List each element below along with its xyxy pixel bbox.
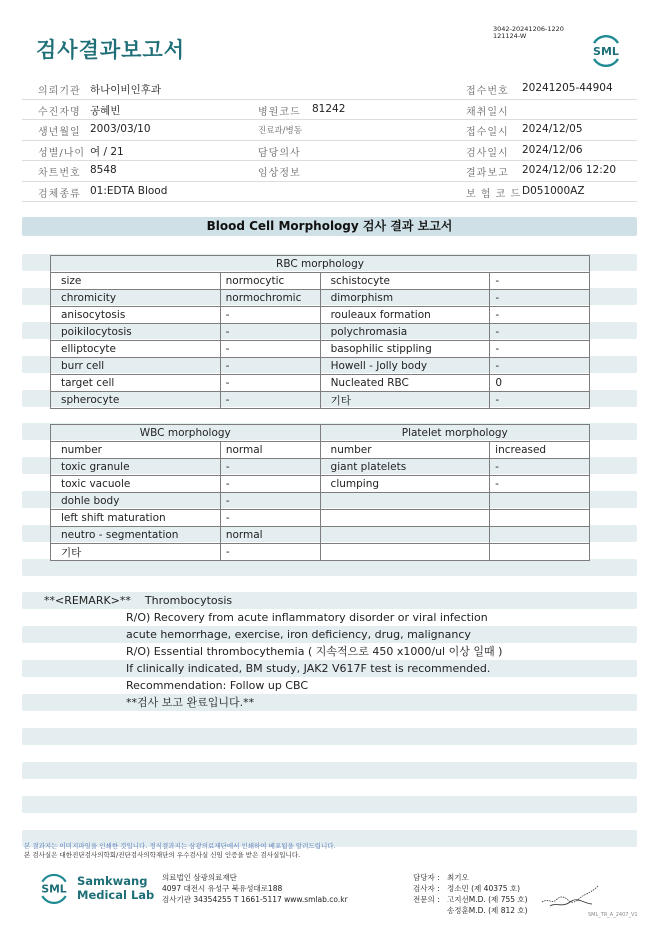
item-value: 0 <box>490 375 590 392</box>
table-row <box>51 341 590 358</box>
item-name: number <box>320 442 490 459</box>
sml-logo-text: SML <box>593 45 619 58</box>
item-value <box>490 544 590 561</box>
info-label-l3: 결과보고 <box>466 168 509 179</box>
report-title-band: Blood Cell Morphology 검사 결과 보고서 <box>22 217 637 236</box>
wbc-header: WBC morphology <box>51 425 321 442</box>
item-value: - <box>490 459 590 476</box>
item-name <box>320 527 490 544</box>
table-row <box>51 459 590 476</box>
document-code-line2: 121124-W <box>493 32 527 40</box>
table-row <box>51 510 590 527</box>
brand-name-line1: Samkwang <box>77 874 148 888</box>
item-name: size <box>51 273 221 290</box>
row-stripe <box>22 796 637 813</box>
item-name: target cell <box>51 375 221 392</box>
item-name <box>320 544 490 561</box>
item-value: normochromic <box>220 290 320 307</box>
item-value: - <box>490 476 590 493</box>
staff-name: 고지선M.D. (제 755 호) <box>447 895 528 904</box>
info-label-l1: 의뢰기관 <box>38 86 81 97</box>
info-value-v3: 20241205-44904 <box>522 82 613 94</box>
table-row <box>51 392 590 409</box>
table-row <box>51 442 590 459</box>
info-value-v1: 01:EDTA Blood <box>90 184 168 197</box>
info-label-l2: 임상정보 <box>258 168 301 179</box>
form-id: SML_TR_A_2407_V1 <box>588 912 638 918</box>
table-row <box>51 358 590 375</box>
info-value-v1: 여 / 21 <box>90 145 124 158</box>
table-row <box>51 273 590 290</box>
item-name: elliptocyte <box>51 341 221 358</box>
item-name: neutro - segmentation <box>51 527 221 544</box>
remark-head <box>22 592 637 609</box>
footer-logo-text: SML <box>41 882 67 896</box>
item-name: chromicity <box>51 290 221 307</box>
item-value: - <box>220 493 320 510</box>
staff-name: 최기오 <box>447 873 469 882</box>
info-label-l3: 접수번호 <box>466 86 509 97</box>
item-name: 기타 <box>320 392 490 409</box>
footer-address <box>162 872 348 905</box>
remark-line: acute hemorrhage, exercise, iron deficiency, drug, malignancy <box>126 628 471 641</box>
item-value: - <box>220 476 320 493</box>
footer-staff <box>413 872 528 916</box>
info-value-v3: 2024/12/06 <box>522 143 583 156</box>
remark-section <box>22 592 637 711</box>
footer-org: 의료법인 삼광의료재단 <box>162 873 237 882</box>
footer-sml-logo-icon <box>36 870 72 906</box>
item-name: schistocyte <box>320 273 490 290</box>
item-value <box>490 493 590 510</box>
rbc-header: RBC morphology <box>51 256 590 273</box>
item-name: anisocytosis <box>51 307 221 324</box>
item-value: normal <box>220 527 320 544</box>
info-label-l1: 성별/나이 <box>38 147 86 159</box>
staff-role: 전문의 : <box>413 895 440 904</box>
document-code <box>493 26 564 40</box>
table-row <box>51 375 590 392</box>
info-label-l2: 진료과/병동 <box>258 126 302 136</box>
item-value: - <box>490 392 590 409</box>
item-name <box>320 510 490 527</box>
info-label-l1: 생년월일 <box>38 127 81 138</box>
item-name: dimorphism <box>320 290 490 307</box>
item-name: Nucleated RBC <box>320 375 490 392</box>
remark-line: R/O) Recovery from acute inflammatory disorder or viral infection <box>126 611 488 624</box>
info-value-v3: 2024/12/05 <box>522 123 583 135</box>
staff-name: 정소민 (제 40375 호) <box>447 884 521 893</box>
item-name: left shift maturation <box>51 510 221 527</box>
item-name: clumping <box>320 476 490 493</box>
item-name <box>320 493 490 510</box>
info-row <box>22 79 637 100</box>
info-label-l3: 접수일시 <box>466 127 509 138</box>
info-row <box>22 161 637 182</box>
item-value: normocytic <box>220 273 320 290</box>
footer-contact: 검사기관 34354255 T 1661-5117 www.smlab.co.kr <box>162 895 348 904</box>
item-value: - <box>490 341 590 358</box>
remark-line: Recommendation: Follow up CBC <box>126 679 309 692</box>
remark-line: If clinically indicated, BM study, JAK2 V617F test is recommended. <box>126 662 491 675</box>
item-value <box>490 510 590 527</box>
info-label-l3: 보 험 코 드 <box>466 188 522 200</box>
item-value: - <box>490 324 590 341</box>
remark-line: **검사 보고 완료입니다.** <box>126 696 255 709</box>
table-row <box>51 290 590 307</box>
staff-row <box>413 905 528 916</box>
footer-street: 4097 대전시 유성구 북유성대로188 <box>162 884 283 893</box>
item-name: Howell - Jolly body <box>320 358 490 375</box>
item-value: - <box>220 358 320 375</box>
row-stripe <box>22 559 637 576</box>
remark-label: **<REMARK>** <box>44 594 131 607</box>
item-value: - <box>490 307 590 324</box>
item-value: - <box>220 544 320 561</box>
staff-row <box>413 872 528 883</box>
info-label-l3: 채취일시 <box>466 106 509 118</box>
sml-logo <box>586 30 626 70</box>
staff-role: 담당자 : <box>413 873 440 882</box>
item-name: toxic vacuole <box>51 476 221 493</box>
item-name: rouleaux formation <box>320 307 490 324</box>
item-value: - <box>220 341 320 358</box>
row-stripe <box>22 762 637 779</box>
item-name: spherocyte <box>51 392 221 409</box>
item-value: - <box>220 459 320 476</box>
table-row <box>51 544 590 561</box>
table-row <box>51 324 590 341</box>
signature-icon <box>540 880 600 910</box>
info-label-l2: 담당의사 <box>258 147 301 159</box>
remark-first: Thrombocytosis <box>144 594 233 607</box>
info-row <box>22 141 637 162</box>
document-title: 검사결과보고서 <box>36 38 186 62</box>
remark-line: R/O) Essential thrombocythemia ( 지속적으로 450 x1000/ul 이상 일때 ) <box>126 645 503 658</box>
info-row <box>22 100 637 121</box>
item-name: 기타 <box>51 544 221 561</box>
staff-name: 송정훈M.D. (제 812 호) <box>447 906 528 915</box>
item-value <box>490 527 590 544</box>
item-value: - <box>220 307 320 324</box>
info-value-v2: 81242 <box>312 102 346 115</box>
info-label-l1: 차트번호 <box>38 168 81 179</box>
document-code-line1: 3042-20241206-1220 <box>493 25 564 33</box>
table-row <box>51 476 590 493</box>
platelet-header: Platelet morphology <box>320 425 589 442</box>
item-name: number <box>51 442 221 459</box>
notice-accreditation: 본 검사실은 대한진단검사의학회/진단검사의학재단의 우수검사실 신임 인증을 받은 검사실입니다. <box>24 851 301 859</box>
item-value: - <box>220 392 320 409</box>
info-value-v1: 8548 <box>90 164 117 176</box>
notice-image-copy: 본 결과지는 이미지파일을 인쇄한 것입니다. 정식결과지는 삼광의료재단에서 인쇄하여 배포됨을 알려드립니다. <box>24 842 336 850</box>
staff-row <box>413 883 528 894</box>
row-stripe <box>22 728 637 745</box>
item-value: - <box>490 290 590 307</box>
info-row <box>22 182 637 203</box>
patient-info <box>22 79 637 202</box>
item-value: - <box>220 510 320 527</box>
item-value: - <box>490 273 590 290</box>
table-row <box>51 307 590 324</box>
staff-role <box>413 905 447 916</box>
info-row <box>22 120 637 141</box>
item-value: normal <box>220 442 320 459</box>
brand-name-line2: Medical Lab <box>77 888 155 902</box>
footer-logo <box>36 870 155 910</box>
table-row <box>51 527 590 544</box>
info-label-l2: 병원코드 <box>258 106 301 118</box>
item-name: polychromasia <box>320 324 490 341</box>
item-value: - <box>220 375 320 392</box>
info-label-l3: 검사일시 <box>466 147 509 159</box>
table-row <box>51 493 590 510</box>
info-value-v1: 2003/03/10 <box>90 123 151 135</box>
item-name: basophilic stippling <box>320 341 490 358</box>
info-value-v3: D051000AZ <box>522 184 585 197</box>
wbc-platelet-morphology-table <box>50 424 590 561</box>
item-name: burr cell <box>51 358 221 375</box>
item-name: giant platelets <box>320 459 490 476</box>
item-value: - <box>490 358 590 375</box>
rbc-morphology-table <box>50 255 590 409</box>
staff-role: 검사자 : <box>413 884 440 893</box>
item-name: dohle body <box>51 493 221 510</box>
info-label-l1: 검체종류 <box>38 188 81 200</box>
item-value: increased <box>490 442 590 459</box>
item-name: toxic granule <box>51 459 221 476</box>
staff-row <box>413 894 528 905</box>
info-label-l1: 수진자명 <box>38 106 81 118</box>
info-value-v1: 공혜빈 <box>90 104 121 117</box>
item-name: poikilocytosis <box>51 324 221 341</box>
info-value-v3: 2024/12/06 12:20 <box>522 164 617 176</box>
item-value: - <box>220 324 320 341</box>
info-value-v1: 하나이비인후과 <box>90 84 162 96</box>
sml-logo-icon <box>586 30 626 70</box>
